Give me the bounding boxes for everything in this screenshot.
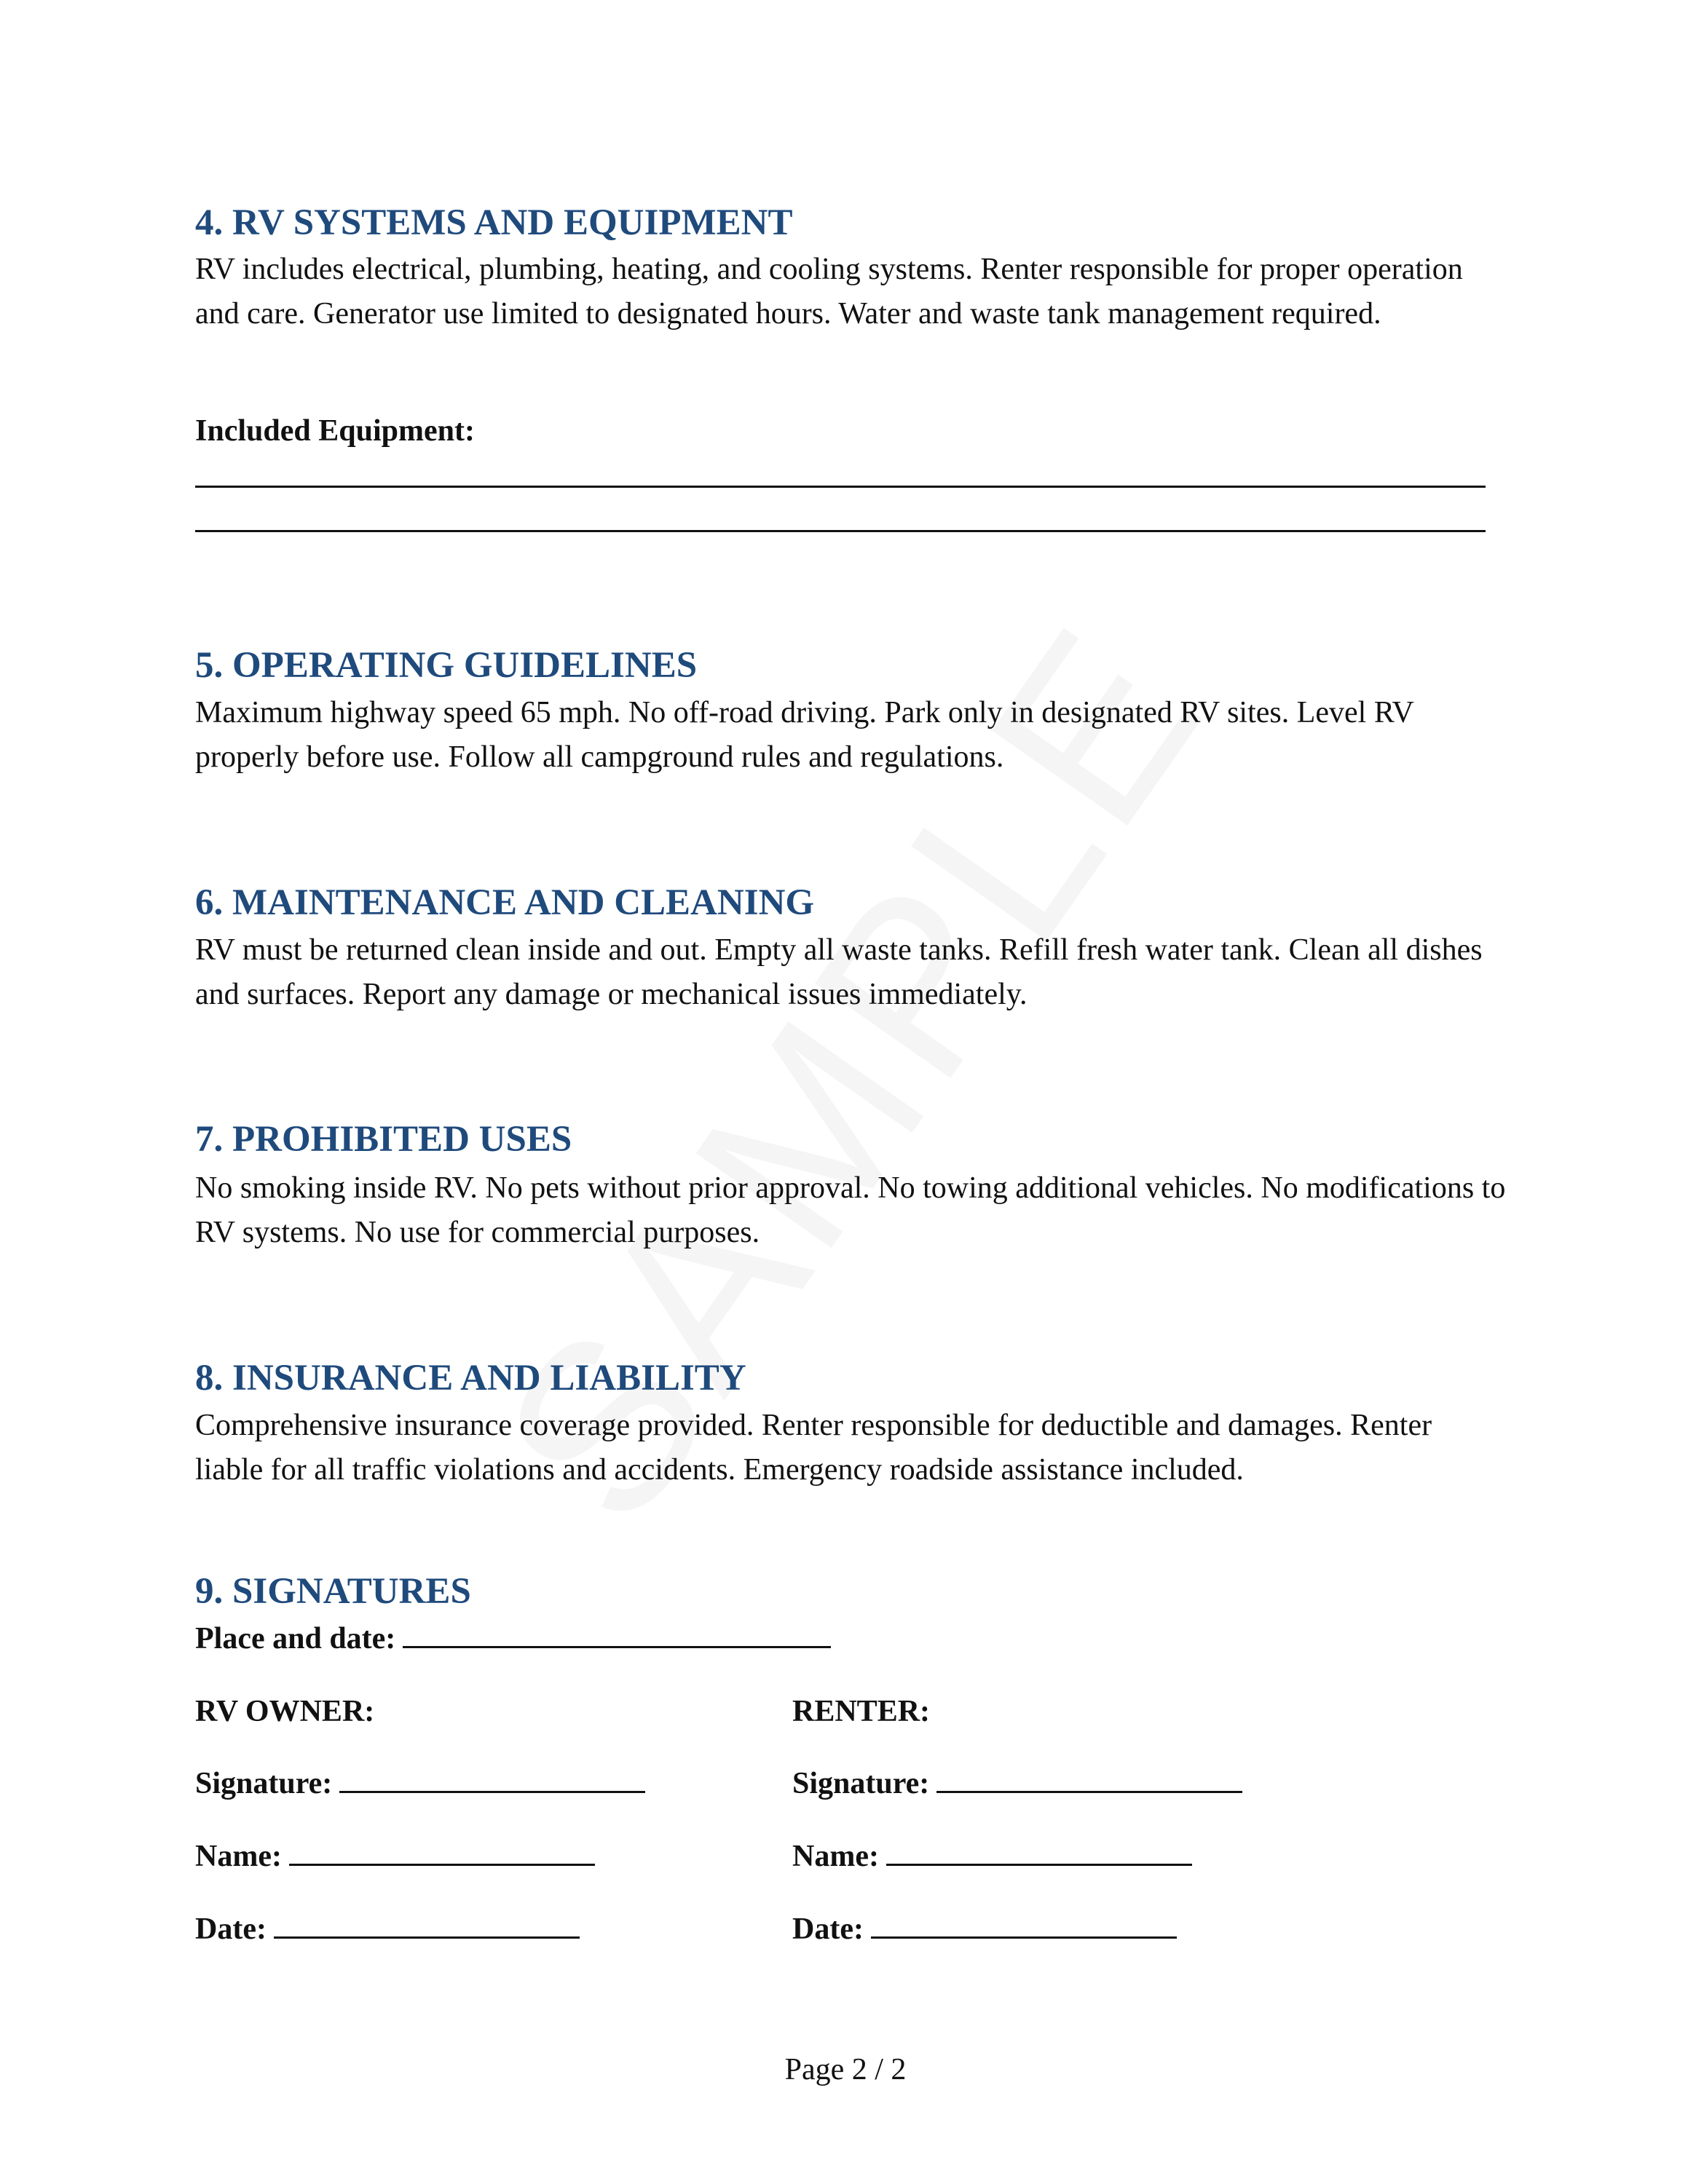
equipment-line-2[interactable]: [195, 530, 1486, 532]
place-date-field: [195, 1617, 831, 1661]
section-5-body: Maximum highway speed 65 mph. No off-road driving. Park only in designated RV sites. Level RV properly before use. Follow all campground rules and regulations.: [195, 696, 1414, 774]
included-equipment-label: Included Equipment:: [195, 414, 475, 448]
section-4-body: RV includes electrical, plumbing, heating, and cooling systems. Renter responsible for proper operation and care. Generator use limited to designated hours. Water and waste tank management required.: [195, 253, 1463, 331]
section-4-heading: 4. RV SYSTEMS AND EQUIPMENT: [195, 202, 793, 243]
owner-date-label: Date:: [195, 1912, 267, 1946]
renter-signature-line[interactable]: [936, 1762, 1242, 1793]
section-9-heading: 9. SIGNATURES: [195, 1571, 471, 1612]
renter-date-line[interactable]: [871, 1907, 1177, 1939]
section-6-heading: 6. MAINTENANCE AND CLEANING: [195, 882, 815, 923]
renter-name-field: [792, 1835, 1192, 1878]
owner-signature-label: Signature:: [195, 1767, 333, 1800]
renter-signature-field: [792, 1762, 1242, 1805]
renter-date-field: [792, 1907, 1177, 1951]
owner-name-label: Name:: [195, 1840, 282, 1873]
page-number: Page 2 / 2: [784, 2053, 907, 2086]
section-6-body: RV must be returned clean inside and out. Empty all waste tanks. Refill fresh water tank. Clean all dishes and surfaces. Report any damage or mechanical issues immediately.: [195, 933, 1483, 1011]
renter-date-label: Date:: [792, 1912, 864, 1946]
renter-signature-label: Signature:: [792, 1767, 930, 1800]
equipment-line-1[interactable]: [195, 486, 1486, 488]
owner-signature-field: [195, 1762, 645, 1805]
owner-signature-line[interactable]: [339, 1762, 645, 1793]
owner-title: RV OWNER:: [195, 1695, 375, 1728]
place-date-line[interactable]: [403, 1617, 831, 1648]
section-7-heading: 7. PROHIBITED USES: [195, 1119, 572, 1160]
section-8-body: Comprehensive insurance coverage provided. Renter responsible for deductible and damages. Renter liable for all traffic violations and accidents. Emergency roadside assistance included.: [195, 1409, 1432, 1487]
renter-name-line[interactable]: [886, 1835, 1192, 1866]
section-5-heading: 5. OPERATING GUIDELINES: [195, 645, 698, 686]
section-7-body: No smoking inside RV. No pets without prior approval. No towing additional vehicles. No modifications to RV systems. No use for commercial purposes.: [195, 1171, 1506, 1249]
renter-title: RENTER:: [792, 1695, 931, 1728]
section-8-heading: 8. INSURANCE AND LIABILITY: [195, 1358, 746, 1398]
owner-date-field: [195, 1907, 580, 1951]
owner-name-line[interactable]: [289, 1835, 595, 1866]
renter-name-label: Name:: [792, 1840, 879, 1873]
place-date-label: Place and date:: [195, 1622, 396, 1655]
owner-name-field: [195, 1835, 595, 1878]
owner-date-line[interactable]: [274, 1907, 580, 1939]
